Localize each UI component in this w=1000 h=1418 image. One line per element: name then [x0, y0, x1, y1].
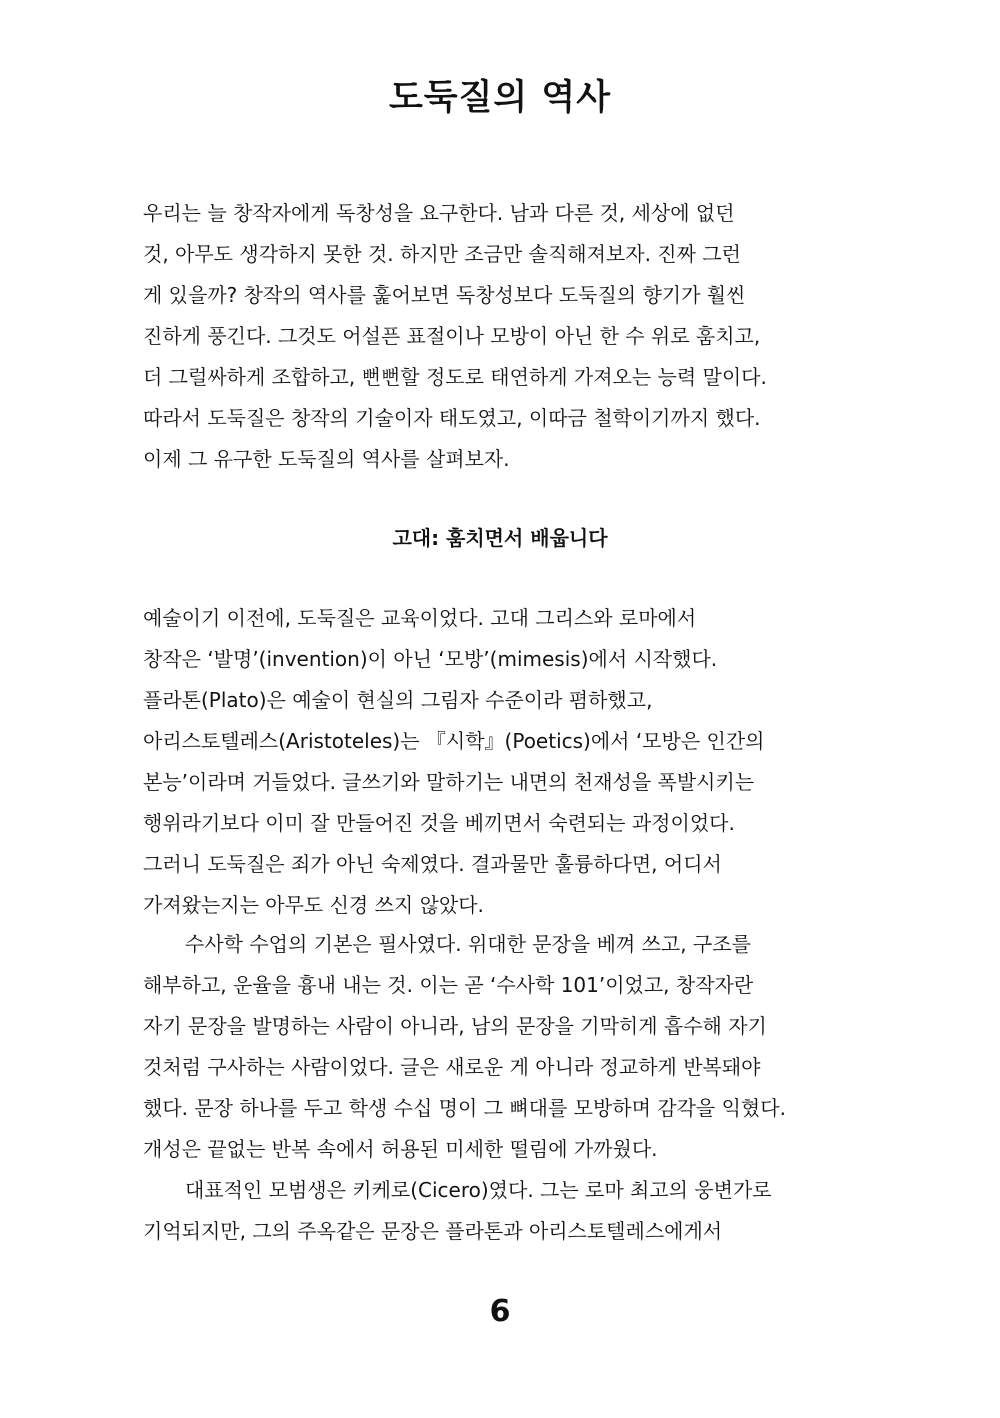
- text-line: 가져왔는지는 아무도 신경 쓰지 않았다.: [143, 893, 484, 917]
- text-line: 더 그럴싸하게 조합하고, 뻔뻔할 정도로 태연하게 가져오는 능력 말이다.: [143, 365, 767, 389]
- text-line: 게 있을까? 창작의 역사를 훑어보면 독창성보다 도둑질의 향기가 훨씬: [143, 283, 746, 307]
- text-line: 수사학 수업의 기본은 필사였다. 위대한 문장을 베껴 쓰고, 구조를: [185, 932, 751, 956]
- text-line: 아리스토텔레스(Aristoteles)는 『시학』(Poetics)에서 ‘모방은 인간의: [143, 729, 765, 753]
- section-heading: 고대: 훔치면서 배웁니다: [392, 526, 608, 550]
- text-line: 자기 문장을 발명하는 사람이 아니라, 남의 문장을 기막히게 흡수해 자기: [143, 1014, 767, 1038]
- text-line: 것처럼 구사하는 사람이었다. 글은 새로운 게 아니라 정교하게 반복돼야: [143, 1055, 761, 1079]
- text-line: 예술이기 이전에, 도둑질은 교육이었다. 고대 그리스와 로마에서: [143, 606, 697, 630]
- text-line: 그러니 도둑질은 죄가 아닌 숙제였다. 결과물만 훌륭하다면, 어디서: [143, 852, 722, 876]
- text-line: 개성은 끝없는 반복 속에서 허용된 미세한 떨림에 가까웠다.: [143, 1137, 658, 1161]
- page-number: 6: [489, 1294, 511, 1329]
- text-line: 플라톤(Plato)은 예술이 현실의 그림자 수준이라 폄하했고,: [143, 688, 653, 712]
- text-line: 기억되지만, 그의 주옥같은 문장은 플라톤과 아리스토텔레스에게서: [143, 1219, 723, 1243]
- text-line: 본능’이라며 거들었다. 글쓰기와 말하기는 내면의 천재성을 폭발시키는: [143, 770, 755, 794]
- text-line: 것, 아무도 생각하지 못한 것. 하지만 조금만 솔직해져보자. 진짜 그런: [143, 242, 741, 266]
- text-line: 해부하고, 운율을 흉내 내는 것. 이는 곧 ‘수사학 101’이었고, 창작자란: [143, 973, 754, 997]
- text-line: 우리는 늘 창작자에게 독창성을 요구한다. 남과 다른 것, 세상에 없던: [143, 201, 735, 225]
- text-line: 이제 그 유구한 도둑질의 역사를 살펴보자.: [143, 447, 510, 471]
- text-line: 행위라기보다 이미 잘 만들어진 것을 베끼면서 숙련되는 과정이었다.: [143, 811, 735, 835]
- text-line: 대표적인 모범생은 키케로(Cicero)였다. 그는 로마 최고의 웅변가로: [185, 1178, 772, 1202]
- page-title: 도둑질의 역사: [388, 78, 612, 118]
- text-line: 따라서 도둑질은 창작의 기술이자 태도였고, 이따금 철학이기까지 했다.: [143, 406, 761, 430]
- text-line: 진하게 풍긴다. 그것도 어설픈 표절이나 모방이 아닌 한 수 위로 훔치고,: [143, 324, 761, 348]
- text-line: 했다. 문장 하나를 두고 학생 수십 명이 그 뼈대를 모방하며 감각을 익혔다.: [143, 1096, 786, 1120]
- text-line: 창작은 ‘발명’(invention)이 아닌 ‘모방’(mimesis)에서 시작했다.: [143, 647, 718, 671]
